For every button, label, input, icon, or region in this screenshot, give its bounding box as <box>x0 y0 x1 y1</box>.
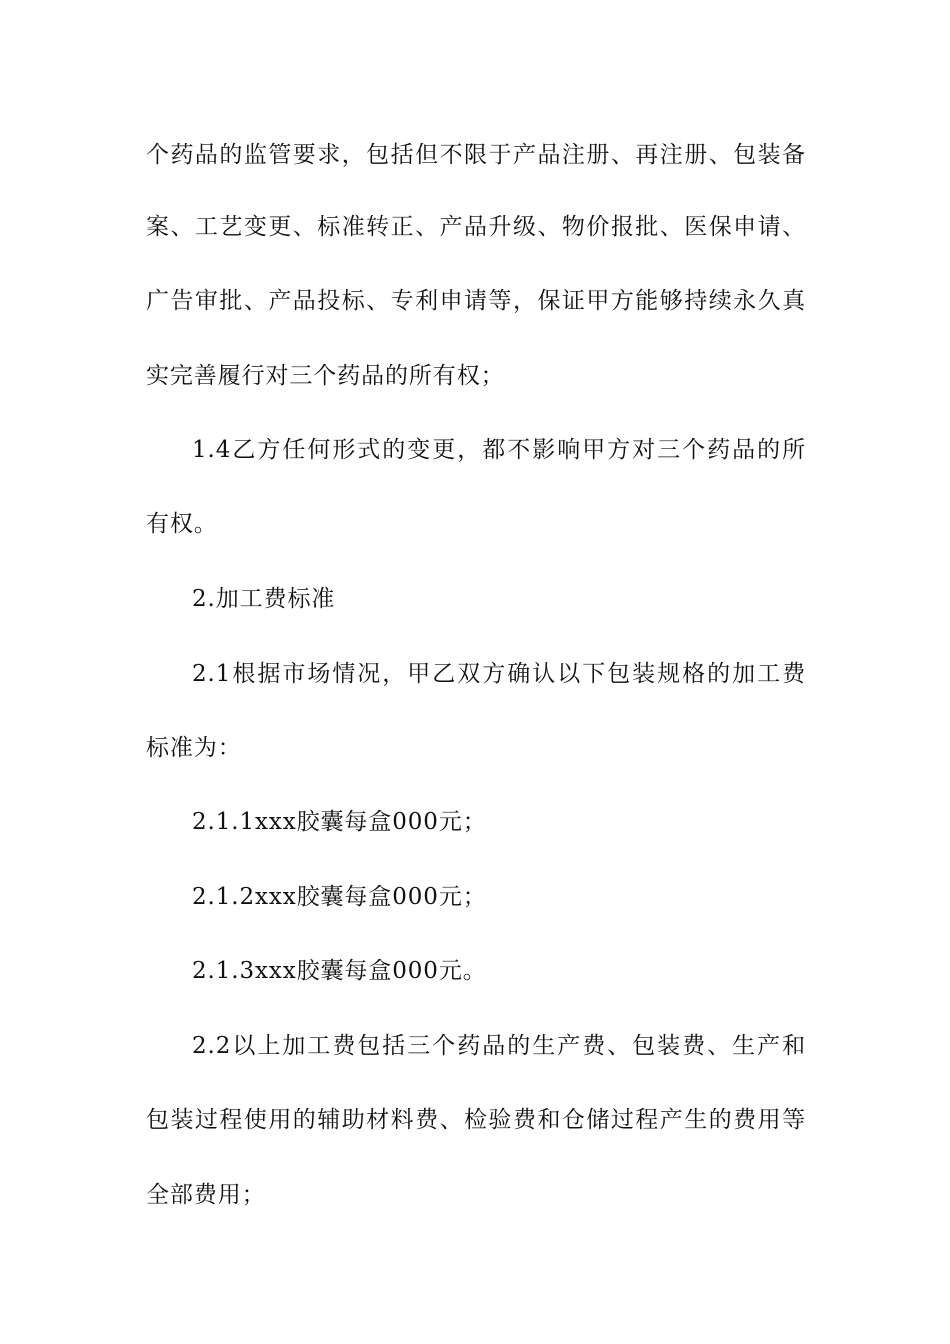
paragraph-line: 标准为： <box>146 735 242 761</box>
paragraph-line: 有权。 <box>146 511 218 537</box>
clause-2-1-1: 2.1.1xxx胶囊每盒000元； <box>192 809 487 835</box>
clause-1-4-line: 1.4乙方任何形式的变更，都不影响甲方对三个药品的所 <box>192 437 806 463</box>
clause-2-2-line: 2.2以上加工费包括三个药品的生产费、包装费、生产和 <box>192 1033 806 1059</box>
paragraph-line: 案、工艺变更、标准转正、产品升级、物价报批、医保申请、 <box>146 214 806 240</box>
clause-2-1-2: 2.1.2xxx胶囊每盒000元； <box>192 884 487 910</box>
section-heading: 2.加工费标准 <box>192 586 336 612</box>
clause-2-1-3: 2.1.3xxx胶囊每盒000元。 <box>192 958 487 984</box>
clause-2-1-line: 2.1根据市场情况，甲乙双方确认以下包装规格的加工费 <box>192 661 806 687</box>
paragraph-line: 广告审批、产品投标、专利申请等，保证甲方能够持续永久真 <box>146 288 806 314</box>
paragraph-line: 全部费用； <box>146 1182 266 1208</box>
paragraph-line: 包装过程使用的辅助材料费、检验费和仓储过程产生的费用等 <box>146 1107 806 1133</box>
paragraph-line: 实完善履行对三个药品的所有权； <box>146 363 505 389</box>
paragraph-line: 个药品的监管要求，包括但不限于产品注册、再注册、包装备 <box>146 142 806 168</box>
